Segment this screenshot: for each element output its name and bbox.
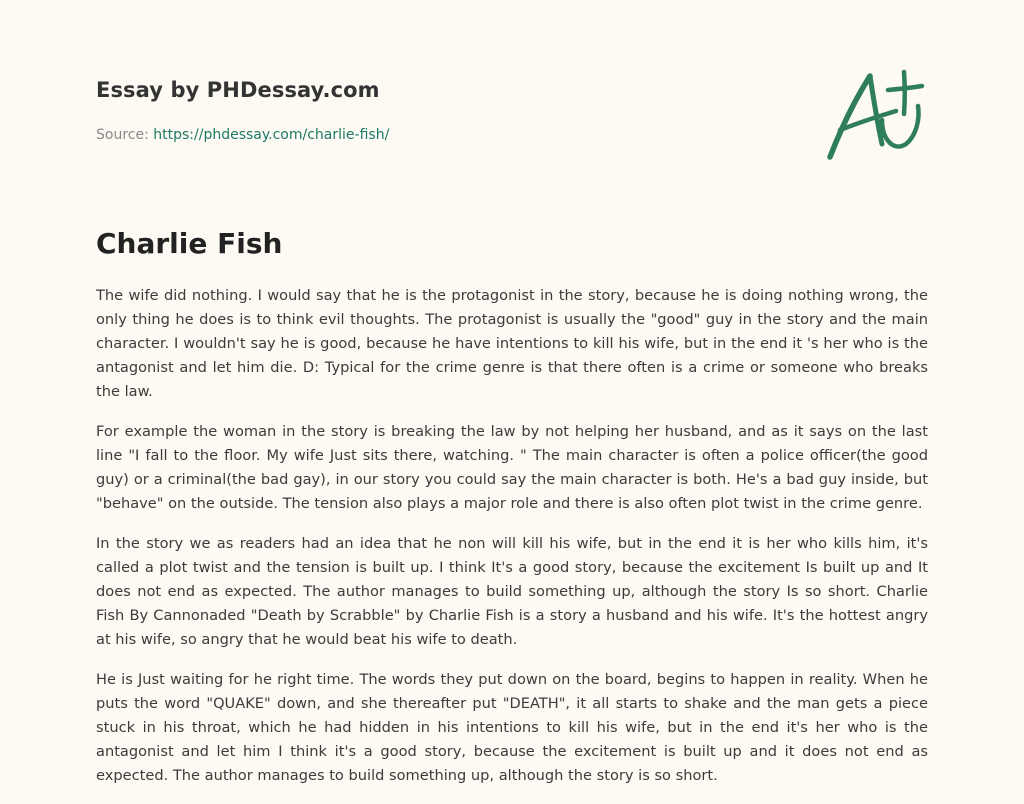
essay-content bbox=[96, 284, 928, 804]
source-label: Source: bbox=[96, 127, 149, 143]
source-line bbox=[96, 125, 796, 145]
essay-paragraph: For example the woman in the story is breaking the law by not helping her husband, and as it says on the last line "I fall to the floor. My wife Just sits there, watching. " The main character is often a police officer(the good guy) or a criminal(the bad gay), in our story you could say the main character is both. He's a bad guy inside, but "behave" on the outside. The tension also plays a major role and there is also often plot twist in the crime genre. bbox=[96, 423, 928, 512]
essay-title: Charlie Fish bbox=[96, 227, 283, 260]
site-title: Essay by PHDessay.com bbox=[96, 78, 380, 102]
essay-paragraph: In the story we as readers had an idea that he non will kill his wife, but in the end it is her who kills him, it's called a plot twist and the tension is built up. I think It's a good story, because the excitement Is built up and It does not end as expected. The author manages to build something up, although the story Is so short. Charlie Fish By Cannonaded "Death by Scrabble" by Charlie Fish is a story a husband and his wife. It's the hottest angry at his wife, so angry that he would beat his wife to death. bbox=[96, 535, 928, 648]
page-header bbox=[96, 74, 796, 145]
source-link[interactable]: https://phdessay.com/charlie-fish/ bbox=[153, 127, 390, 143]
essay-paragraph: He is Just waiting for he right time. The words they put down on the board, begins to happen in reality. When he puts the word "QUAKE" down, and she thereafter put "DEATH", it all starts to shake and the man gets a piece stuck in his throat, which he had hidden in his intentions to kill his wife, but in the end it's her who is the antagonist and let him I think it's a good story, because the excitement is built up and it does not end as expected. The author manages to build something up, although the story is so short. bbox=[96, 671, 928, 784]
a-plus-grade-icon bbox=[818, 64, 934, 168]
essay-paragraph: The wife did nothing. I would say that he is the protagonist in the story, because he is doing nothing wrong, the only thing he does is to think evil thoughts. The protagonist is usually the "good" guy in the story and the main character. I wouldn't say he is good, because he have intentions to kill his wife, but in the end it 's her who is the antagonist and let him die. D: Typical for the crime genre is that there often is a crime or someone who breaks the law. bbox=[96, 287, 928, 400]
